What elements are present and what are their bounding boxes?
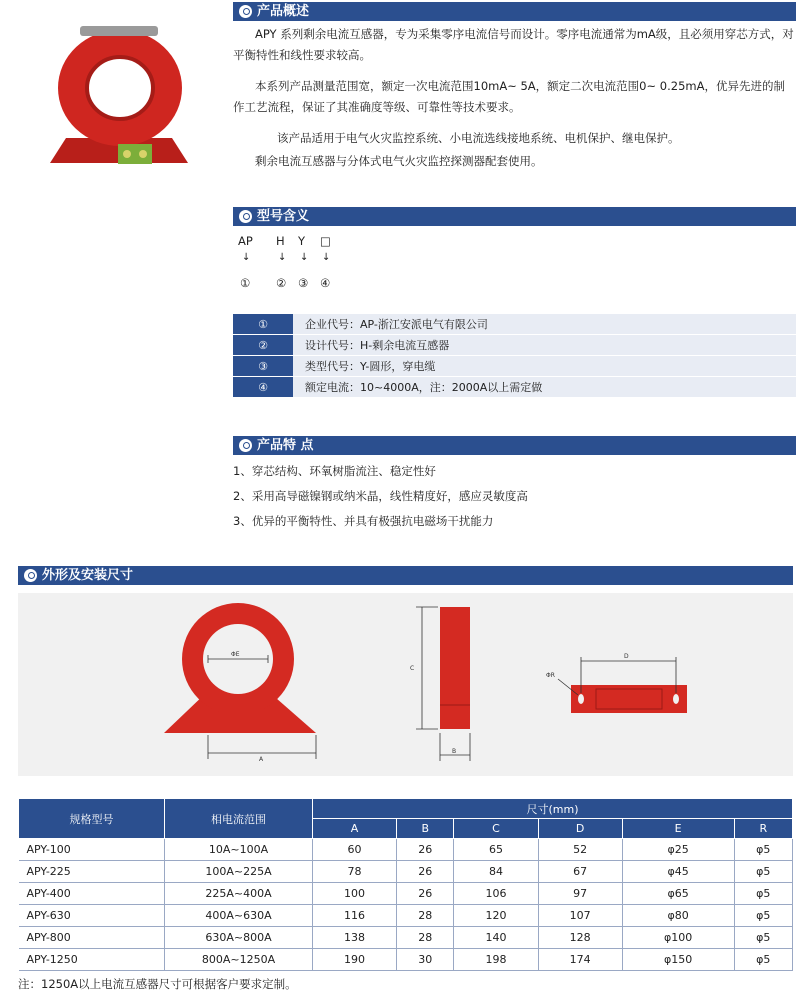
cell-e: φ100 (622, 927, 734, 949)
feature-item-2: 2、采用高导磁镍钢或纳米晶，线性精度好，感应灵敏度高 (233, 489, 528, 503)
cell-range: 400A~630A (165, 905, 313, 927)
cell-a: 60 (313, 839, 397, 861)
cell-model: APY-630 (19, 905, 165, 927)
table-row (19, 883, 793, 905)
cell-d: 174 (538, 949, 622, 971)
cell-a: 78 (313, 861, 397, 883)
header-col-c: C (454, 819, 538, 839)
product-photo (40, 18, 200, 178)
cell-d: 52 (538, 839, 622, 861)
cell-r: φ5 (734, 861, 792, 883)
model-row-desc: 企业代号：AP-浙江安派电气有限公司 (293, 314, 796, 335)
model-row-desc: 类型代号：Y-圆形，穿电缆 (293, 356, 796, 377)
model-row-num: ① (233, 314, 293, 335)
front-view (164, 603, 316, 759)
label-b: B (452, 748, 457, 755)
model-title: 型号含义 (257, 209, 310, 224)
arrow-1: ↓ (242, 252, 251, 263)
cell-r: φ5 (734, 839, 792, 861)
table-row (19, 839, 793, 861)
cell-c: 198 (454, 949, 538, 971)
cell-model: APY-400 (19, 883, 165, 905)
cell-range: 630A~800A (165, 927, 313, 949)
cell-range: 10A~100A (165, 839, 313, 861)
cell-c: 84 (454, 861, 538, 883)
header-col-b: B (397, 819, 454, 839)
dimension-note: 注：1250A以上电流互感器尺寸可根据客户要求定制。 (18, 977, 297, 991)
section-icon (239, 5, 252, 18)
model-row (233, 377, 796, 398)
features-title: 产品特 点 (257, 438, 314, 453)
overview-paragraph-4: 剩余电流互感器与分体式电气火灾监控探测器配套使用。 (255, 154, 543, 168)
side-view (416, 607, 470, 761)
section-icon (24, 569, 37, 582)
arrow-2: ↓ (278, 252, 287, 263)
cell-a: 116 (313, 905, 397, 927)
model-row (233, 335, 796, 356)
arrow-3: ↓ (300, 252, 309, 263)
marker-4: ④ (320, 276, 331, 290)
header-col-a: A (313, 819, 397, 839)
code-part-1: AP (238, 234, 253, 248)
label-e: ΦE (231, 651, 240, 658)
code-part-3: Y (298, 234, 306, 248)
feature-item-1: 1、穿芯结构、环氧树脂流注、稳定性好 (233, 464, 436, 478)
header-size: 尺寸(mm) (313, 799, 793, 819)
header-col-r: R (734, 819, 792, 839)
cell-b: 28 (397, 927, 454, 949)
cell-r: φ5 (734, 927, 792, 949)
bottom-view (558, 657, 687, 713)
table-row (19, 949, 793, 971)
cell-model: APY-225 (19, 861, 165, 883)
cell-range: 225A~400A (165, 883, 313, 905)
section-icon (239, 210, 252, 223)
cell-c: 106 (454, 883, 538, 905)
feature-item-3: 3、优异的平衡特性、并具有极强抗电磁场干扰能力 (233, 514, 494, 528)
marker-2: ② (276, 276, 287, 290)
cell-c: 140 (454, 927, 538, 949)
section-icon (239, 439, 252, 452)
label-d: D (624, 653, 629, 660)
header-col-d: D (538, 819, 622, 839)
table-row (19, 927, 793, 949)
model-row-num: ② (233, 335, 293, 356)
model-row-desc: 额定电流：10~4000A，注：2000A以上需定做 (293, 377, 796, 398)
header-col-e: E (622, 819, 734, 839)
cell-b: 30 (397, 949, 454, 971)
cell-d: 107 (538, 905, 622, 927)
cell-e: φ80 (622, 905, 734, 927)
cell-b: 28 (397, 905, 454, 927)
cell-b: 26 (397, 883, 454, 905)
header-range: 相电流范围 (165, 799, 313, 839)
model-table (233, 314, 796, 398)
model-row-desc: 设计代号：H-剩余电流互感器 (293, 335, 796, 356)
features-header (233, 436, 796, 455)
cell-b: 26 (397, 861, 454, 883)
cell-model: APY-100 (19, 839, 165, 861)
cell-d: 128 (538, 927, 622, 949)
cell-e: φ45 (622, 861, 734, 883)
arrow-4: ↓ (322, 252, 331, 263)
label-r: ΦR (546, 672, 555, 679)
cell-r: φ5 (734, 883, 792, 905)
cell-r: φ5 (734, 949, 792, 971)
cell-b: 26 (397, 839, 454, 861)
cell-model: APY-1250 (19, 949, 165, 971)
table-row (19, 861, 793, 883)
cell-e: φ25 (622, 839, 734, 861)
overview-paragraph-1: APY 系列剩余电流互感器，专为采集零序电流信号而设计。零序电流通常为mA级，且必须用穿芯方式，对平衡特性和线性要求较高。 (233, 27, 794, 62)
dimension-drawing (18, 593, 793, 776)
label-a: A (259, 756, 264, 763)
code-part-4: □ (320, 234, 331, 248)
cell-range: 100A~225A (165, 861, 313, 883)
marker-3: ③ (298, 276, 309, 290)
marker-1: ① (240, 276, 251, 290)
overview-header (233, 2, 796, 21)
overview-title: 产品概述 (257, 4, 310, 19)
cell-a: 138 (313, 927, 397, 949)
cell-range: 800A~1250A (165, 949, 313, 971)
cell-e: φ65 (622, 883, 734, 905)
overview-paragraph-2: 本系列产品测量范围宽，额定一次电流范围10mA~ 5A，额定二次电流范围0~ 0.25mA，优异先进的制作工艺流程，保证了其准确度等级、可靠性等技术要求。 (233, 79, 785, 114)
model-row (233, 356, 796, 377)
table-row (19, 905, 793, 927)
model-code (238, 234, 358, 294)
cell-r: φ5 (734, 905, 792, 927)
label-c: C (410, 665, 415, 672)
model-row (233, 314, 796, 335)
model-row-num: ③ (233, 356, 293, 377)
dimensions-title: 外形及安装尺寸 (42, 568, 134, 583)
dimensions-header (18, 566, 793, 585)
overview-paragraph-3: 该产品适用于电气火灾监控系统、小电流选线接地系统、电机保护、继电保护。 (277, 131, 680, 145)
model-row-num: ④ (233, 377, 293, 398)
dimension-table (18, 798, 793, 971)
cell-d: 67 (538, 861, 622, 883)
cell-c: 65 (454, 839, 538, 861)
cell-model: APY-800 (19, 927, 165, 949)
cell-c: 120 (454, 905, 538, 927)
cell-a: 190 (313, 949, 397, 971)
code-part-2: H (276, 234, 285, 248)
cell-a: 100 (313, 883, 397, 905)
header-model: 规格型号 (19, 799, 165, 839)
model-header (233, 207, 796, 226)
cell-e: φ150 (622, 949, 734, 971)
cell-d: 97 (538, 883, 622, 905)
